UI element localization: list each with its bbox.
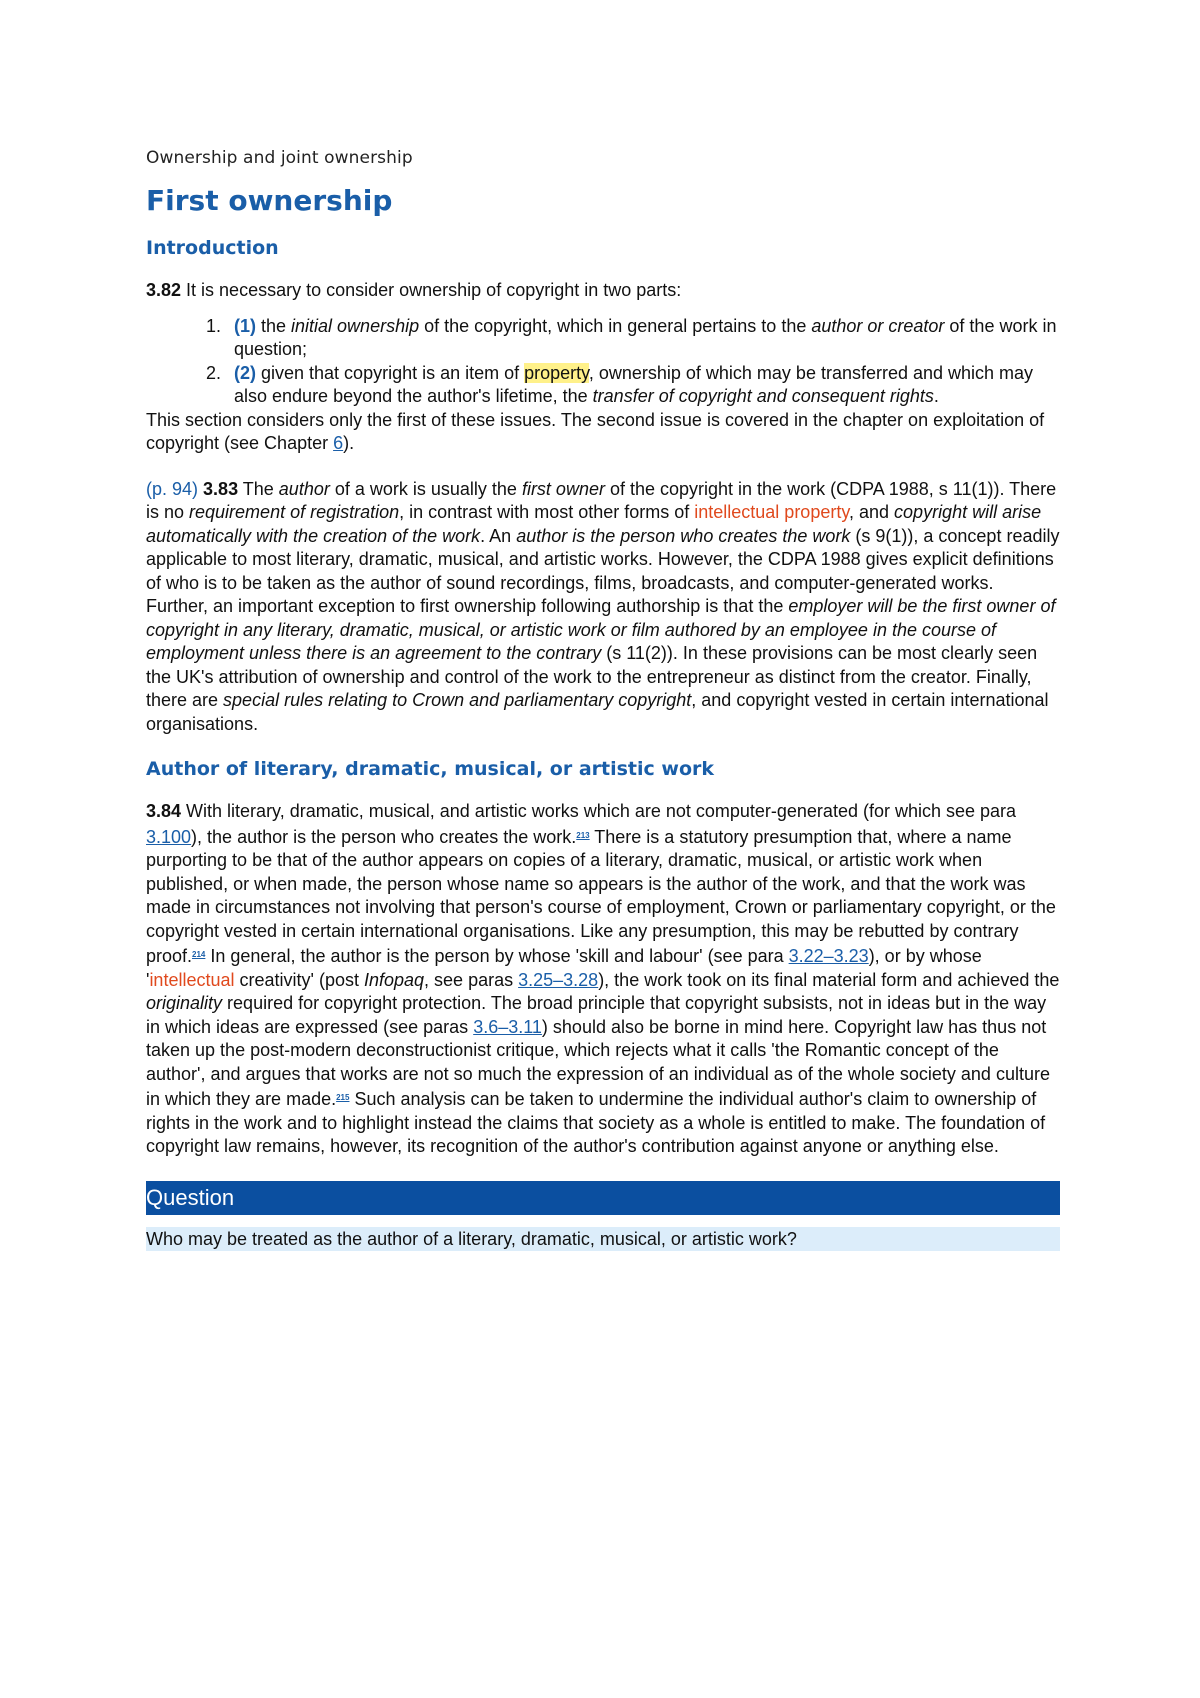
list-item-text: of the copyright, which in general pertains to the <box>419 315 812 336</box>
page-title: First ownership <box>146 184 393 217</box>
question-body: Who may be treated as the author of a literary, dramatic, musical, or artistic work? <box>146 1227 1060 1251</box>
paragraph-text: . An <box>480 525 517 546</box>
list-item-label: (2) <box>234 362 256 383</box>
section-heading-author: Author of literary, dramatic, musical, or artistic work <box>146 758 715 780</box>
list-item-text: . <box>933 386 939 406</box>
list-item <box>226 315 1060 362</box>
page-reference: (p. 94) <box>146 478 199 499</box>
paragraph-number: 3.84 <box>146 801 182 821</box>
list-item-label: (1) <box>234 315 256 336</box>
paragraph-text: With literary, dramatic, musical, and artistic works which are not computer-generated (for which see para <box>181 801 1017 821</box>
para-link[interactable]: 3.6–3.11 <box>473 1016 542 1037</box>
footnote-link[interactable]: 214 <box>192 950 206 959</box>
paragraph-text: There is a statutory presumption that, where a name purporting to be that of the author appears on copies of a literary, dramatic, musical, or artistic work when published, or when made, the person whose name so appears is the author of the work, and that the work was made in circumstances not involving that person's course of employment, Crown or parliamentary copyright, or the copyright vested in certain international organisations. Like any presumption, this may be rebutted by contrary proof. <box>146 826 1056 966</box>
paragraph-3-83 <box>146 478 1060 737</box>
paragraph-number: 3.82 <box>146 280 182 300</box>
para-link[interactable]: 3.25–3.28 <box>518 969 599 990</box>
list-item-text: of the work in question; <box>234 315 1057 359</box>
section-heading-introduction: Introduction <box>146 237 279 259</box>
paragraph-text: , and copyright vested in certain international organisations. <box>146 690 1049 734</box>
paragraph-text: In general, the author is the person by whose 'skill and labour' (see para <box>205 946 789 966</box>
footnote-link[interactable]: 213 <box>576 830 590 840</box>
glossary-term[interactable]: intellectual property <box>694 502 849 522</box>
italic-term: first owner <box>521 478 605 499</box>
para-link[interactable]: 3.22–3.23 <box>788 946 869 966</box>
italic-term: employer will be the first owner of copyright in any literary, dramatic, musical, or artistic work or film authored by an employee in the course of employment unless there is an agreement to the contrary <box>146 596 1056 663</box>
paragraph-text: required for copyright protection. The broad principle that copyright subsists, not in ideas but in the way in which ideas are expressed (see paras <box>146 993 1047 1037</box>
paragraph-text: of a work is usually the <box>329 478 522 499</box>
paragraph-text: ), the author is the person who creates the work. <box>191 826 577 847</box>
paragraph-3-82 <box>146 279 1060 303</box>
para-link[interactable]: 3.100 <box>146 826 192 847</box>
italic-term: Infopaq <box>363 969 425 990</box>
paragraph-text: Such analysis can be taken to undermine the individual author's claim to ownership of rights in the work and to highlight instead the claims that society as a whole is entitled to make. The foundation of copyright law remains, however, its recognition of the author's contribution against anyone or anything else. <box>146 1089 1046 1156</box>
italic-term: transfer of copyright and consequent rights <box>592 386 934 406</box>
italic-term: copyright will arise automatically with the creation of the work <box>146 502 1042 546</box>
highlighted-term[interactable]: property <box>524 362 589 383</box>
list-item-text: given that copyright is an item of <box>256 362 525 383</box>
paragraph-3-82-continued <box>146 409 1060 456</box>
list-item-text: , ownership of which may be transferred and which may also endure beyond the author's lifetime, the <box>234 362 1034 406</box>
italic-term: author <box>278 478 330 499</box>
paragraph-text: (s 9(1)), a concept readily applicable to most literary, dramatic, musical, and artistic works. However, the CDPA 1988 gives explicit definitions of who is to be taken as the author of sound recordings, films, broadcasts, and computer-generated works. Further, an important exception to first ownership following authorship is that the <box>146 525 1060 616</box>
italic-term: author or creator <box>811 315 945 336</box>
paragraph-text: This section considers only the first of these issues. The second issue is covered in the chapter on exploitation of copyright (see Chapter <box>146 409 1045 453</box>
paragraph-text: , and <box>849 502 895 522</box>
italic-term: author is the person who creates the work <box>516 525 851 546</box>
chapter-link[interactable]: 6 <box>333 433 344 453</box>
paragraph-text: creativity' (post <box>234 969 364 990</box>
chapter-title: Ownership and joint ownership <box>146 148 413 168</box>
paragraph-text: The <box>238 478 279 499</box>
footnote-link[interactable]: 215 <box>336 1093 350 1102</box>
italic-term: initial ownership <box>291 315 420 336</box>
paragraph-text: ), or by whose ' <box>146 946 982 990</box>
question-header: Question <box>146 1181 1060 1215</box>
paragraph-text: of the copyright in the work (CDPA 1988, s 11(1)). There is no <box>146 478 1057 522</box>
ownership-parts-list <box>146 315 1060 409</box>
paragraph-text: ), the work took on its final material form and achieved the <box>598 969 1060 990</box>
list-item <box>226 362 1060 409</box>
glossary-term[interactable]: intellectual <box>149 969 235 990</box>
paragraph-text: , see paras <box>424 969 519 990</box>
paragraph-text: It is necessary to consider ownership of copyright in two parts: <box>181 280 682 300</box>
paragraph-text: , in contrast with most other forms of <box>399 502 695 522</box>
paragraph-3-84 <box>146 800 1060 1159</box>
italic-term: special rules relating to Crown and parliamentary copyright <box>223 690 692 710</box>
paragraph-number: 3.83 <box>203 478 239 499</box>
paragraph-text: ). <box>343 433 355 453</box>
italic-term: requirement of registration <box>189 502 400 522</box>
list-item-text: the <box>256 315 292 336</box>
paragraph-text: (s 11(2)). In these provisions can be most clearly seen the UK's attribution of ownership and control of the work to the entrepreneur as distinct from the creator. Finally, there are <box>146 643 1038 710</box>
italic-term: originality <box>146 993 223 1013</box>
paragraph-text: ) should also be borne in mind here. Copyright law has thus not taken up the post-modern deconstructionist critique, which rejects what it calls 'the Romantic concept of the author', and argues that works are not so much the expression of an individual as of the whole society and culture in which they are made. <box>146 1016 1050 1109</box>
